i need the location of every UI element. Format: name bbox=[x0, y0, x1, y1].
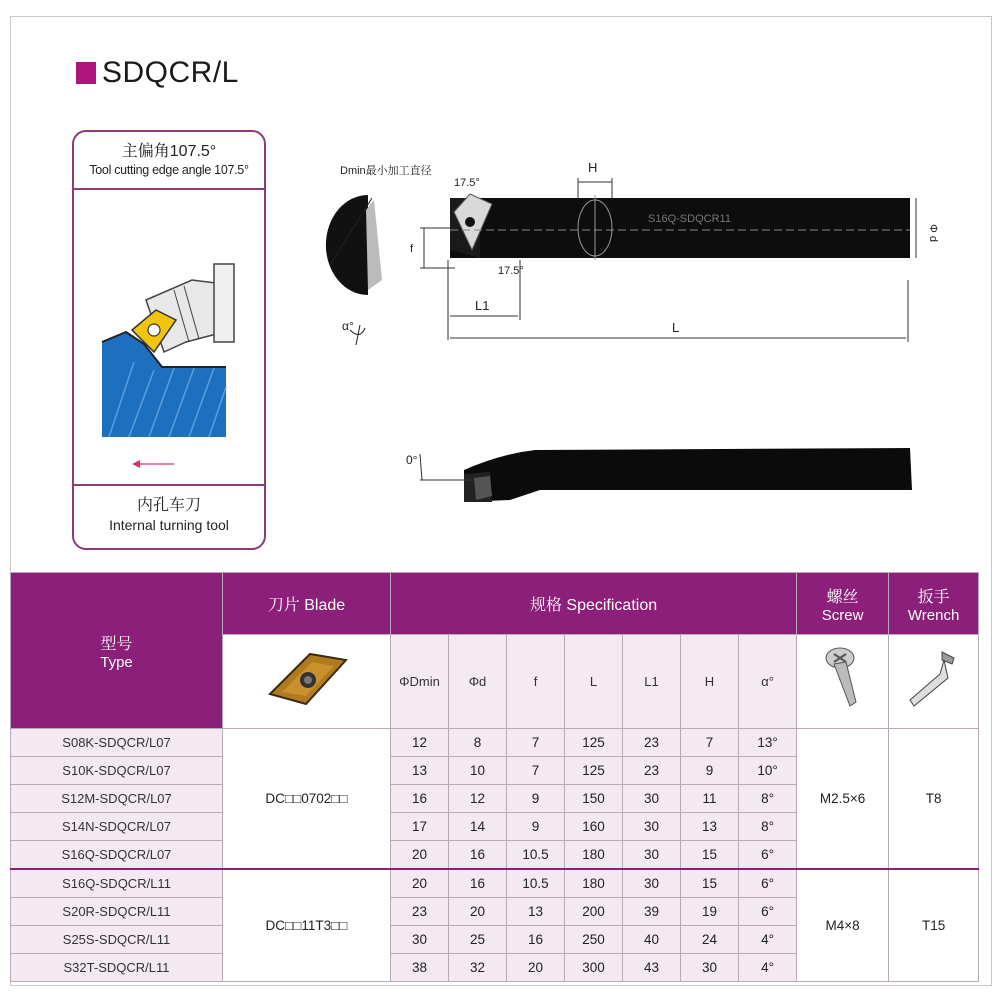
screw-header bbox=[797, 573, 889, 635]
spec-value-cell: 30 bbox=[623, 785, 681, 813]
spec-value-cell: 10° bbox=[739, 757, 797, 785]
spec-value-cell: 11 bbox=[681, 785, 739, 813]
internal-turning-illustration-icon bbox=[74, 192, 264, 482]
spec-table bbox=[10, 572, 979, 982]
tool-photo-icon bbox=[400, 440, 920, 520]
d-label: Φ d bbox=[927, 224, 939, 242]
card-header-en: Tool cutting edge angle 107.5° bbox=[89, 163, 249, 177]
col-l1: L1 bbox=[623, 635, 681, 729]
spec-value-cell: 300 bbox=[565, 954, 623, 982]
spec-value-cell: 23 bbox=[623, 729, 681, 757]
spec-value-cell: 6° bbox=[739, 898, 797, 926]
screw-image-cell bbox=[797, 635, 889, 729]
screw-header-en: Screw bbox=[821, 606, 864, 624]
h-label: H bbox=[588, 160, 598, 175]
spec-value-cell: 25 bbox=[449, 926, 507, 954]
spec-value-cell: 20 bbox=[391, 869, 449, 898]
type-header bbox=[11, 573, 223, 729]
spec-value-cell: 23 bbox=[391, 898, 449, 926]
table-row bbox=[11, 729, 979, 757]
type-cell: S14N-SDQCR/L07 bbox=[11, 813, 223, 841]
type-header-cn: 型号 bbox=[100, 635, 133, 653]
spec-header: 规格 Specification bbox=[391, 573, 797, 635]
spec-value-cell: 8° bbox=[739, 785, 797, 813]
card-footer-en: Internal turning tool bbox=[109, 517, 229, 533]
card-footer bbox=[74, 484, 264, 548]
spec-value-cell: 10.5 bbox=[507, 869, 565, 898]
wrench-icon bbox=[904, 644, 964, 714]
spec-value-cell: 7 bbox=[507, 757, 565, 785]
type-cell: S12M-SDQCR/L07 bbox=[11, 785, 223, 813]
blade-code-cell: DC□□0702□□ bbox=[223, 729, 391, 870]
dmin-label: Dmin最小加工直径 bbox=[340, 165, 432, 177]
spec-value-cell: 15 bbox=[681, 869, 739, 898]
type-header-en: Type bbox=[100, 653, 133, 671]
spec-value-cell: 43 bbox=[623, 954, 681, 982]
tool-technical-drawing bbox=[320, 150, 939, 370]
spec-value-cell: 23 bbox=[623, 757, 681, 785]
spec-value-cell: 24 bbox=[681, 926, 739, 954]
spec-value-cell: 7 bbox=[507, 729, 565, 757]
spec-value-cell: 9 bbox=[507, 785, 565, 813]
spec-value-cell: 13 bbox=[681, 813, 739, 841]
wrench-image-cell bbox=[889, 635, 979, 729]
blade-image-cell bbox=[223, 635, 391, 729]
spec-value-cell: 19 bbox=[681, 898, 739, 926]
spec-value-cell: 15 bbox=[681, 841, 739, 870]
spec-value-cell: 7 bbox=[681, 729, 739, 757]
spec-value-cell: 160 bbox=[565, 813, 623, 841]
page-title: SDQCR/L bbox=[102, 56, 239, 89]
spec-value-cell: 125 bbox=[565, 757, 623, 785]
type-cell: S25S-SDQCR/L11 bbox=[11, 926, 223, 954]
type-cell: S08K-SDQCR/L07 bbox=[11, 729, 223, 757]
f-label: f bbox=[410, 243, 414, 255]
spec-value-cell: 30 bbox=[623, 869, 681, 898]
title-block bbox=[76, 56, 239, 90]
spec-value-cell: 250 bbox=[565, 926, 623, 954]
col-h: H bbox=[681, 635, 739, 729]
spec-value-cell: 16 bbox=[507, 926, 565, 954]
angle-bottom-label: 17.5° bbox=[498, 265, 524, 277]
card-footer-cn: 内孔车刀 bbox=[136, 497, 201, 514]
spec-value-cell: 16 bbox=[449, 841, 507, 870]
spec-value-cell: 16 bbox=[391, 785, 449, 813]
l1-label: L1 bbox=[475, 298, 490, 313]
end-view-icon bbox=[326, 195, 382, 345]
blade-code-cell: DC□□11T3□□ bbox=[223, 869, 391, 982]
screw-spec-cell: M2.5×6 bbox=[797, 729, 889, 870]
table-row bbox=[11, 869, 979, 898]
wrench-header-cn: 扳手 bbox=[917, 588, 950, 606]
spec-value-cell: 13 bbox=[507, 898, 565, 926]
spec-value-cell: 10.5 bbox=[507, 841, 565, 870]
col-f: f bbox=[507, 635, 565, 729]
spec-value-cell: 20 bbox=[391, 841, 449, 870]
spec-value-cell: 125 bbox=[565, 729, 623, 757]
spec-value-cell: 39 bbox=[623, 898, 681, 926]
spec-value-cell: 6° bbox=[739, 841, 797, 870]
card-header-cn: 主偏角107.5° bbox=[121, 143, 217, 160]
bar-body bbox=[450, 198, 910, 258]
spec-value-cell: 17 bbox=[391, 813, 449, 841]
angle-top-label: 17.5° bbox=[454, 177, 480, 189]
spec-value-cell: 12 bbox=[391, 729, 449, 757]
screw-header-cn: 螺丝 bbox=[826, 588, 859, 606]
wrench-spec-cell: T15 bbox=[889, 869, 979, 982]
spec-value-cell: 30 bbox=[391, 926, 449, 954]
col-dmin: ΦDmin bbox=[391, 635, 449, 729]
spec-value-cell: 40 bbox=[623, 926, 681, 954]
spec-value-cell: 14 bbox=[449, 813, 507, 841]
spec-value-cell: 150 bbox=[565, 785, 623, 813]
spec-value-cell: 12 bbox=[449, 785, 507, 813]
spec-value-cell: 4° bbox=[739, 954, 797, 982]
cutting-angle-card bbox=[72, 130, 266, 550]
zero-angle-label: 0° bbox=[406, 453, 418, 467]
spec-value-cell: 20 bbox=[507, 954, 565, 982]
card-header bbox=[74, 132, 264, 190]
type-cell: S32T-SDQCR/L11 bbox=[11, 954, 223, 982]
spec-value-cell: 10 bbox=[449, 757, 507, 785]
spec-value-cell: 16 bbox=[449, 869, 507, 898]
type-cell: S10K-SDQCR/L07 bbox=[11, 757, 223, 785]
type-cell: S16Q-SDQCR/L11 bbox=[11, 869, 223, 898]
spec-value-cell: 180 bbox=[565, 841, 623, 870]
col-alpha: α° bbox=[739, 635, 797, 729]
blade-header: 刀片 Blade bbox=[223, 573, 391, 635]
wrench-header-en: Wrench bbox=[907, 606, 960, 624]
spec-value-cell: 6° bbox=[739, 869, 797, 898]
screw-icon bbox=[818, 644, 868, 714]
title-square-icon bbox=[76, 62, 96, 84]
table-body bbox=[11, 729, 979, 982]
l-label: L bbox=[672, 320, 680, 335]
wrench-header bbox=[889, 573, 979, 635]
spec-value-cell: 180 bbox=[565, 869, 623, 898]
spec-value-cell: 8 bbox=[449, 729, 507, 757]
spec-value-cell: 4° bbox=[739, 926, 797, 954]
engraving-label: S16Q-SDQCR11 bbox=[648, 213, 731, 225]
screw-spec-cell: M4×8 bbox=[797, 869, 889, 982]
spec-value-cell: 13° bbox=[739, 729, 797, 757]
spec-value-cell: 9 bbox=[507, 813, 565, 841]
col-d: Φd bbox=[449, 635, 507, 729]
alpha-label: α° bbox=[342, 319, 354, 333]
type-cell: S16Q-SDQCR/L07 bbox=[11, 841, 223, 870]
spec-value-cell: 200 bbox=[565, 898, 623, 926]
spec-value-cell: 30 bbox=[623, 841, 681, 870]
spec-value-cell: 32 bbox=[449, 954, 507, 982]
spec-value-cell: 20 bbox=[449, 898, 507, 926]
col-l: L bbox=[565, 635, 623, 729]
spec-value-cell: 8° bbox=[739, 813, 797, 841]
blade-insert-icon bbox=[262, 644, 352, 714]
spec-value-cell: 38 bbox=[391, 954, 449, 982]
spec-value-cell: 30 bbox=[681, 954, 739, 982]
wrench-spec-cell: T8 bbox=[889, 729, 979, 870]
type-cell: S20R-SDQCR/L11 bbox=[11, 898, 223, 926]
spec-value-cell: 9 bbox=[681, 757, 739, 785]
spec-value-cell: 13 bbox=[391, 757, 449, 785]
spec-value-cell: 30 bbox=[623, 813, 681, 841]
